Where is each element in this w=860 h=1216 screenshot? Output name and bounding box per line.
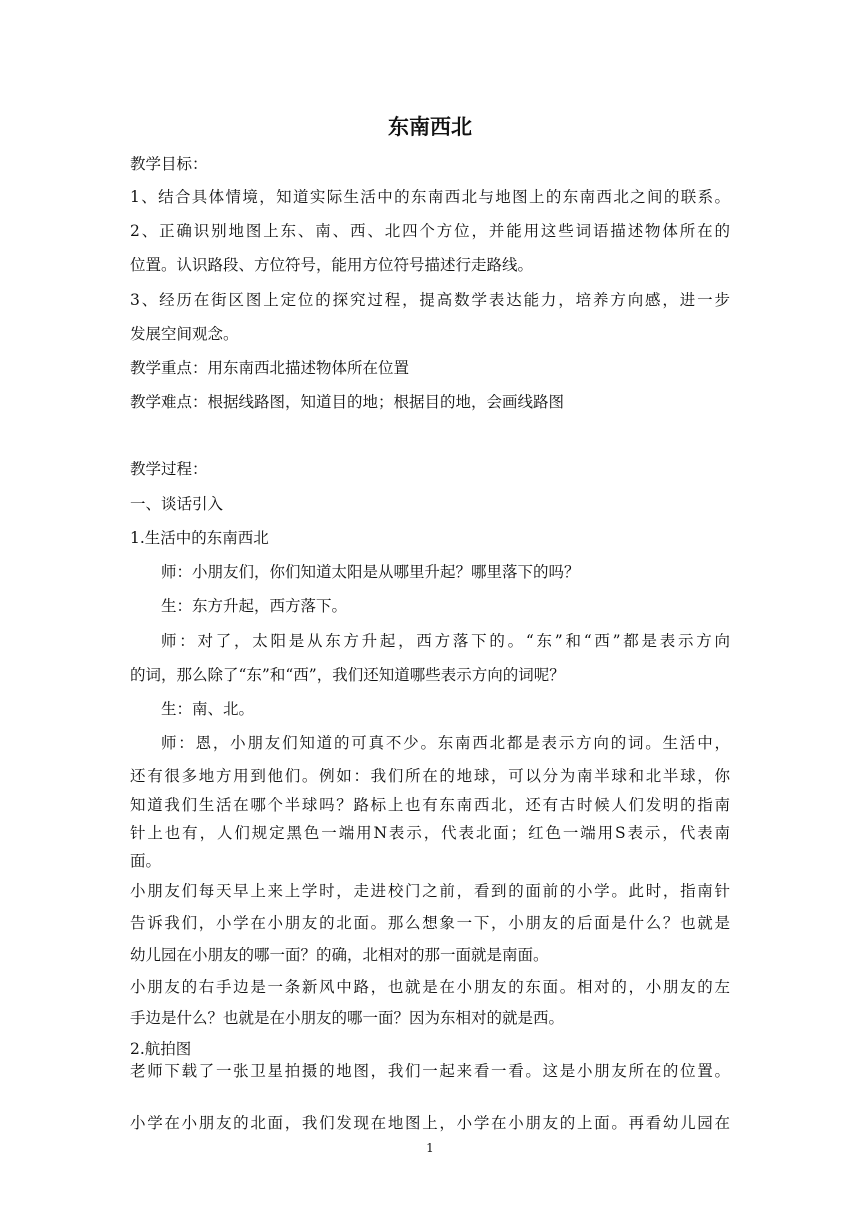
text-line: 位置。认识路段、方位符号，能用方位符号描述行走路线。 <box>130 256 534 274</box>
text-line-process-heading: 教学过程： <box>130 460 208 478</box>
text-line: 老师下载了一张卫星拍摄的地图，我们一起来看一看。这是小朋友所在的位置。 <box>130 1062 730 1080</box>
text-line: 面。 <box>130 852 162 870</box>
dialogue-line: 师：小朋友们，你们知道太阳是从哪里升起？哪里落下的吗？ <box>161 563 580 581</box>
text-line: 针上也有，人们规定黑色一端用N表示，代表北面；红色一端用S表示，代表南 <box>130 824 730 842</box>
dialogue-line: 生：东方升起，西方落下。 <box>161 597 348 615</box>
text-line-difficult-point: 教学难点：根据线路图，知道目的地；根据目的地，会画线路图 <box>130 393 565 411</box>
text-line: 发展空间观念。 <box>130 325 239 343</box>
text-line-key-point: 教学重点：用东南西北描述物体所在位置 <box>130 359 410 377</box>
text-line: 小朋友的右手边是一条新风中路，也就是在小朋友的东面。相对的，小朋友的左 <box>130 978 730 996</box>
text-line: 告诉我们，小学在小朋友的北面。那么想象一下，小朋友的后面是什么？也就是 <box>130 914 730 932</box>
subsection-heading: 2.航拍图 <box>130 1040 192 1058</box>
document-title: 东南西北 <box>388 115 472 139</box>
text-line: 还有很多地方用到他们。例如：我们所在的地球，可以分为南半球和北半球，你 <box>130 767 730 785</box>
text-line: 幼儿园在小朋友的哪一面？的确，北相对的那一面就是南面。 <box>130 946 549 964</box>
dialogue-line: 师：恩，小朋友们知道的可真不少。东南西北都是表示方向的词。生活中， <box>161 734 730 752</box>
dialogue-line: 师：对了，太阳是从东方升起，西方落下的。“东”和“西”都是表示方向 <box>161 632 730 650</box>
subsection-heading: 1.生活中的东南西北 <box>130 529 269 547</box>
section-heading: 一、谈话引入 <box>130 495 224 513</box>
text-line: 手边是什么？也就是在小朋友的哪一面？因为东相对的就是西。 <box>130 1009 565 1027</box>
text-line: 1、结合具体情境，知道实际生活中的东南西北与地图上的东南西北之间的联系。 <box>130 188 730 206</box>
dialogue-line: 生：南、北。 <box>161 700 255 718</box>
text-line-hidden: 小学在小朋友的北面，我们发现在地图上，小学在小朋友的上面。再看幼儿园在 <box>130 1114 730 1132</box>
text-line: 3、经历在街区图上定位的探究过程，提高数学表达能力，培养方向感，进一步 <box>130 291 730 309</box>
text-line: 小朋友们每天早上来上学时，走进校门之前，看到的面前的小学。此时，指南针 <box>130 882 730 900</box>
text-line: 知道我们生活在哪个半球吗？路标上也有东南西北，还有古时候人们发明的指南 <box>130 796 730 814</box>
text-line: 2、正确识别地图上东、南、西、北四个方位，并能用这些词语描述物体所在的 <box>130 222 730 240</box>
page-number: 1 <box>426 1141 434 1155</box>
text-line-objectives-heading: 教学目标： <box>130 155 208 173</box>
text-line: 的词，那么除了“东”和“西”，我们还知道哪些表示方向的词呢？ <box>130 666 565 684</box>
